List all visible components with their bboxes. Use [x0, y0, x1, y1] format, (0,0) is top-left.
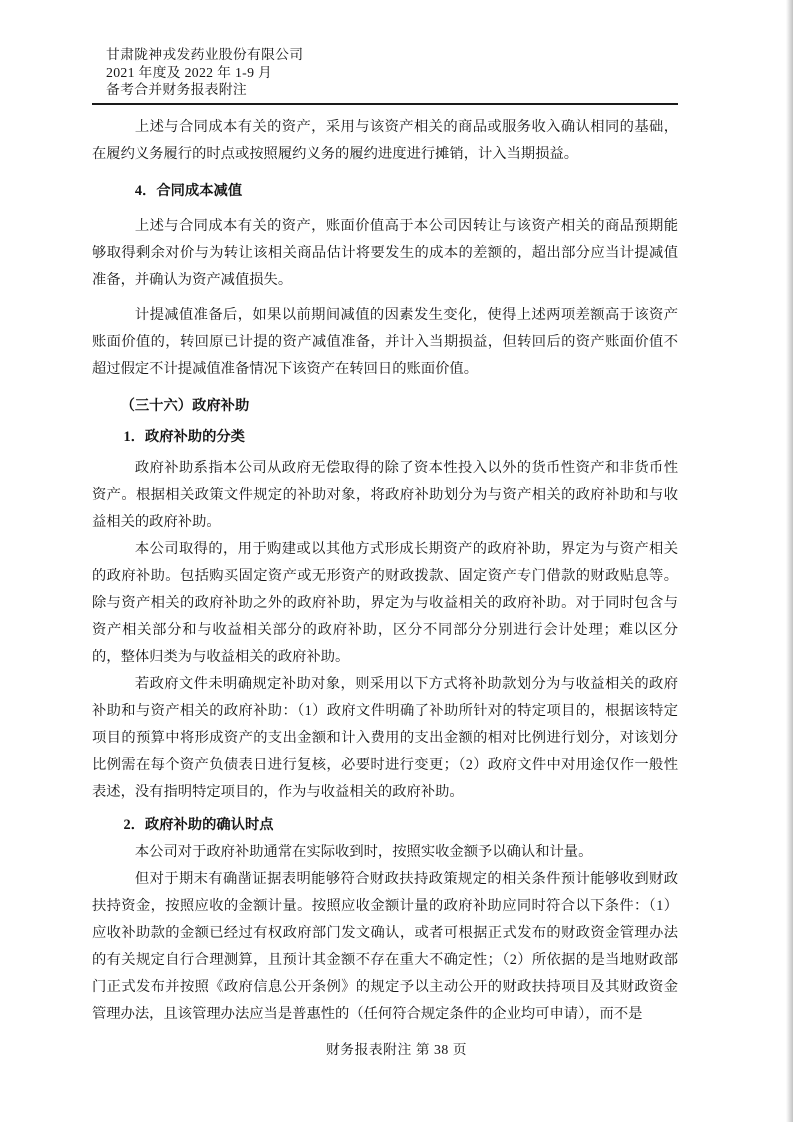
paragraph-impairment-reversal: 计提减值准备后，如果以前期间减值的因素发生变化，使得上述两项差额高于该资产账面价值的，转回原已计提的资产减值准备，并计入当期损益，但转回后的资产账面价值不超过假定不计提减值准备情况下该资产在转回日的账面价值。: [92, 306, 678, 377]
header-doc-title: 备考合并财务报表附注: [106, 82, 247, 97]
heading-section-government-grants: （三十六）政府补助: [120, 397, 250, 414]
paragraph-contract-cost-amortization: 上述与合同成本有关的资产，采用与该资产相关的商品或服务收入确认相同的基础，在履约义务履行的时点或按照履约义务的履约进度进行摊销，计入当期损益。: [92, 118, 678, 162]
paragraph-grant-definition: 政府补助系指本公司从政府无偿取得的除了资本性投入以外的货币性资产和非货币性资产。根据相关政策文件规定的补助对象，将政府补助划分为与资产相关的政府补助和与收益相关的政府补助。: [92, 459, 678, 530]
page-footer: 财务报表附注 第 38 页: [325, 1042, 468, 1057]
paragraph-asset-related-grants: 本公司取得的，用于购建或以其他方式形成长期资产的政府补助，界定为与资产相关的政府补助。包括购买固定资产或无形资产的财政拨款、固定资产专门借款的财政贴息等。除与资产相关的政府补助之外的政府补助，界定为与收益相关的政府补助。对于同时包含与资产相关部分和与收益相关部分的政府补助，区分不同部分分别进行会计处理；难以区分的，整体归类为与收益相关的政府补助。: [92, 540, 678, 665]
paragraph-grant-recognition-receipt: 本公司对于政府补助通常在实际收到时，按照实收金额予以确认和计量。: [134, 843, 593, 860]
heading-contract-cost-impairment: 4．合同成本减值: [134, 182, 243, 199]
heading-grant-recognition-timing: 2．政府补助的确认时点: [123, 816, 274, 833]
paragraph-grant-receivable-conditions: 但对于期末有确凿证据表明能够符合财政扶持政策规定的相关条件预计能够收到财政扶持资金，按照应收的金额计量。按照应收金额计量的政府补助应同时符合以下条件：（1）应收补助款的金额已经过有权政府部门发文确认，或者可根据正式发布的财政资金管理办法的有关规定自行合理测算，且预计其金额不存在重大不确定性；（2）所依据的是当地财政部门正式发布并按照《政府信息公开条例》的规定予以主动公开的财政扶持项目及其财政资金管理办法，且该管理办法应当是普惠性的（任何符合规定条件的企业均可申请），而不是: [92, 870, 678, 1022]
document-body: [92, 114, 678, 1028]
document-header: [0, 0, 793, 99]
header-divider: [92, 103, 678, 105]
header-company-name: 甘肃陇神戎发药业股份有限公司: [106, 47, 304, 62]
heading-grant-classification: 1．政府补助的分类: [123, 428, 245, 445]
header-report-period: 2021 年度及 2022 年 1-9 月: [106, 64, 273, 80]
scan-page-edge: [786, 0, 793, 1122]
paragraph-impairment-provision: 上述与合同成本有关的资产，账面价值高于本公司因转让与该资产相关的商品预期能够取得剩余对价与为转让该相关商品估计将要发生的成本的差额的，超出部分应当计提减值准备，并确认为资产减值损失。: [92, 217, 678, 288]
paragraph-grant-division-methods: 若政府文件未明确规定补助对象，则采用以下方式将补助款划分为与收益相关的政府补助和与资产相关的政府补助：（1）政府文件明确了补助所针对的特定项目的，根据该特定项目的预算中将形成资产的支出金额和计入费用的支出金额的相对比例进行划分，对该划分比例需在每个资产负债表日进行复核，必要时进行变更；（2）政府文件中对用途仅作一般性表述，没有指明特定项目的，作为与收益相关的政府补助。: [92, 675, 678, 800]
